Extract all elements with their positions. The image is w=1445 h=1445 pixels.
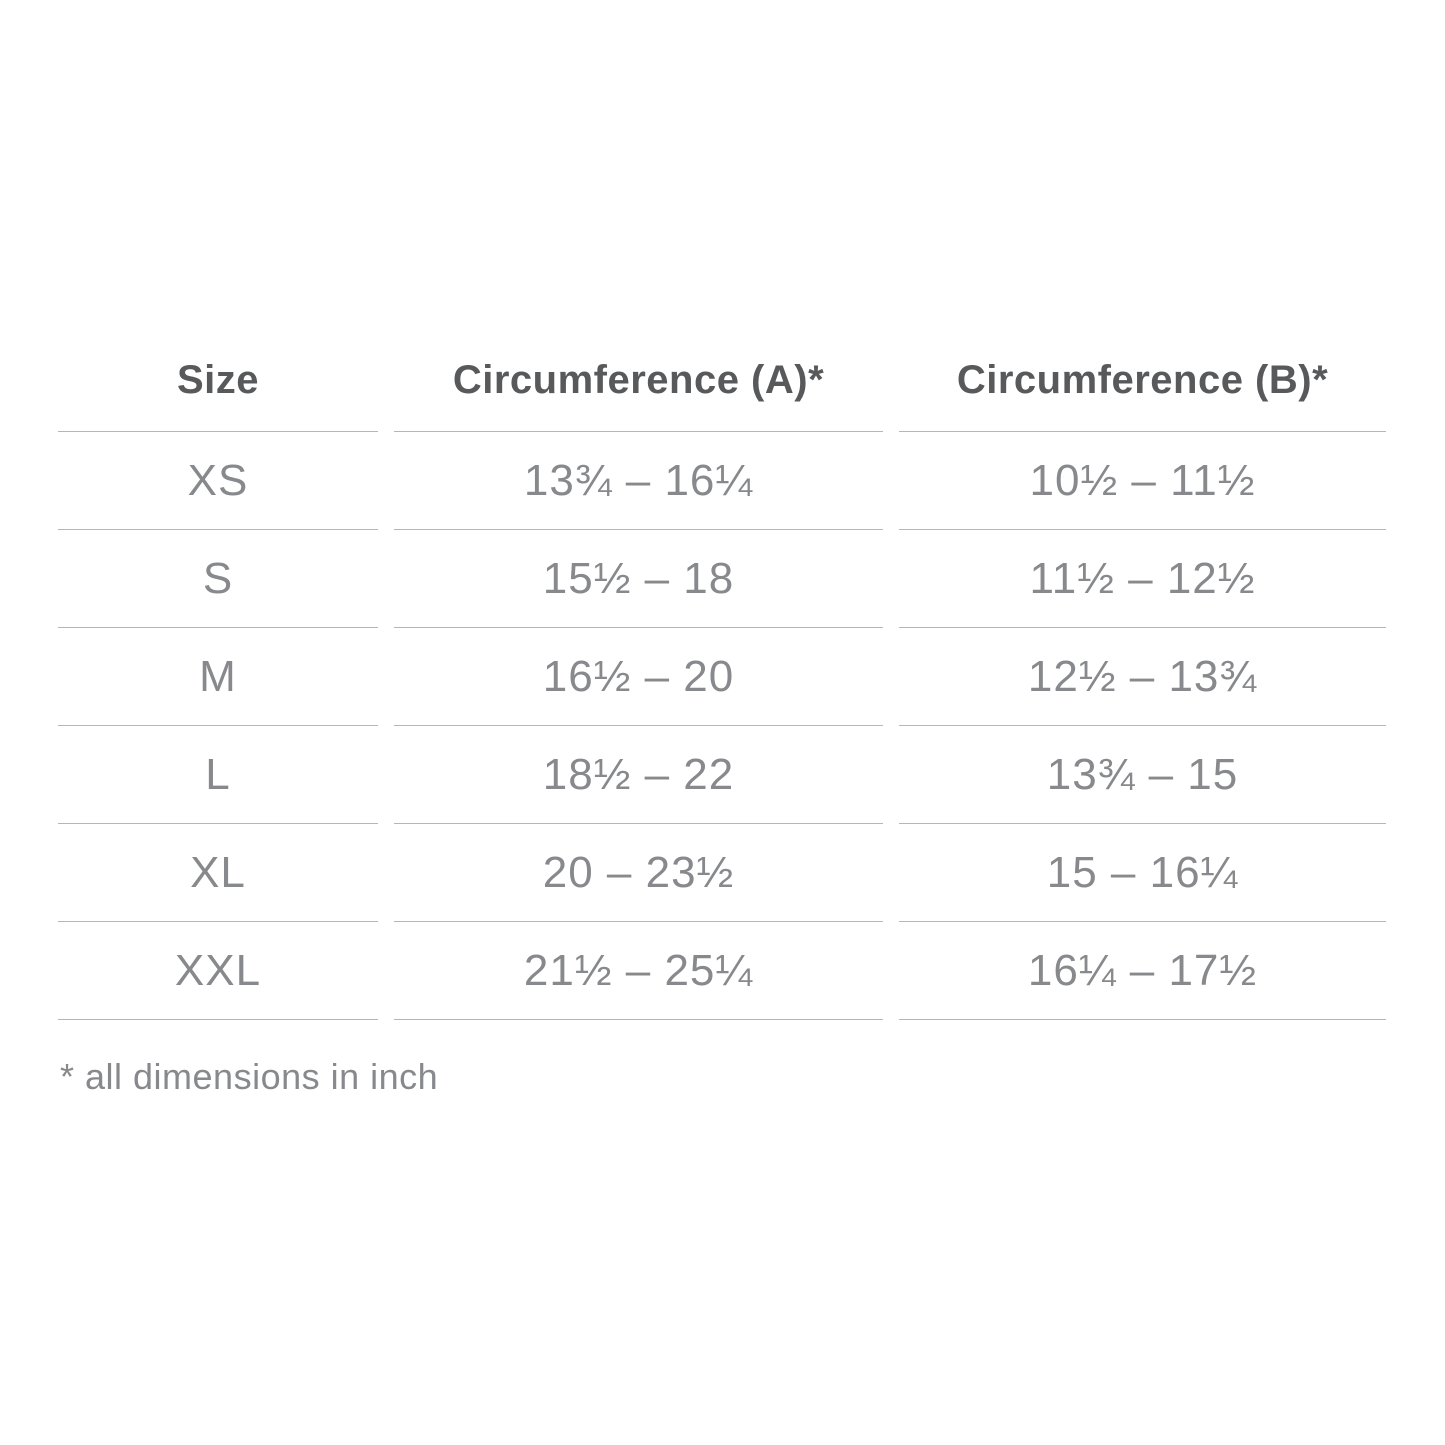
circumference-b-cell: 11½ – 12½ (899, 530, 1386, 628)
circumference-a-cell: 18½ – 22 (394, 726, 883, 824)
table-row-l (58, 726, 1386, 824)
size-cell: S (58, 530, 378, 628)
table-row-xxl (58, 922, 1386, 1020)
table-row-xl (58, 824, 1386, 922)
circumference-b-cell: 15 – 16¼ (899, 824, 1386, 922)
size-chart-table (58, 330, 1386, 1020)
circumference-a-cell: 16½ – 20 (394, 628, 883, 726)
circumference-b-cell: 10½ – 11½ (899, 432, 1386, 530)
circumference-a-cell: 13¾ – 16¼ (394, 432, 883, 530)
size-cell: XS (58, 432, 378, 530)
circumference-b-cell: 12½ – 13¾ (899, 628, 1386, 726)
circumference-b-column-header: Circumference (B)* (899, 330, 1386, 432)
table-header-row (58, 330, 1386, 432)
circumference-a-cell: 15½ – 18 (394, 530, 883, 628)
dimensions-footnote: * all dimensions in inch (60, 1056, 439, 1097)
size-cell: XXL (58, 922, 378, 1020)
circumference-a-cell: 20 – 23½ (394, 824, 883, 922)
size-column-header: Size (58, 330, 378, 432)
table-row-m (58, 628, 1386, 726)
size-cell: XL (58, 824, 378, 922)
circumference-a-column-header: Circumference (A)* (394, 330, 883, 432)
circumference-b-cell: 16¼ – 17½ (899, 922, 1386, 1020)
size-cell: L (58, 726, 378, 824)
circumference-a-cell: 21½ – 25¼ (394, 922, 883, 1020)
table-row-s (58, 530, 1386, 628)
circumference-b-cell: 13¾ – 15 (899, 726, 1386, 824)
size-cell: M (58, 628, 378, 726)
table-row-xs (58, 432, 1386, 530)
